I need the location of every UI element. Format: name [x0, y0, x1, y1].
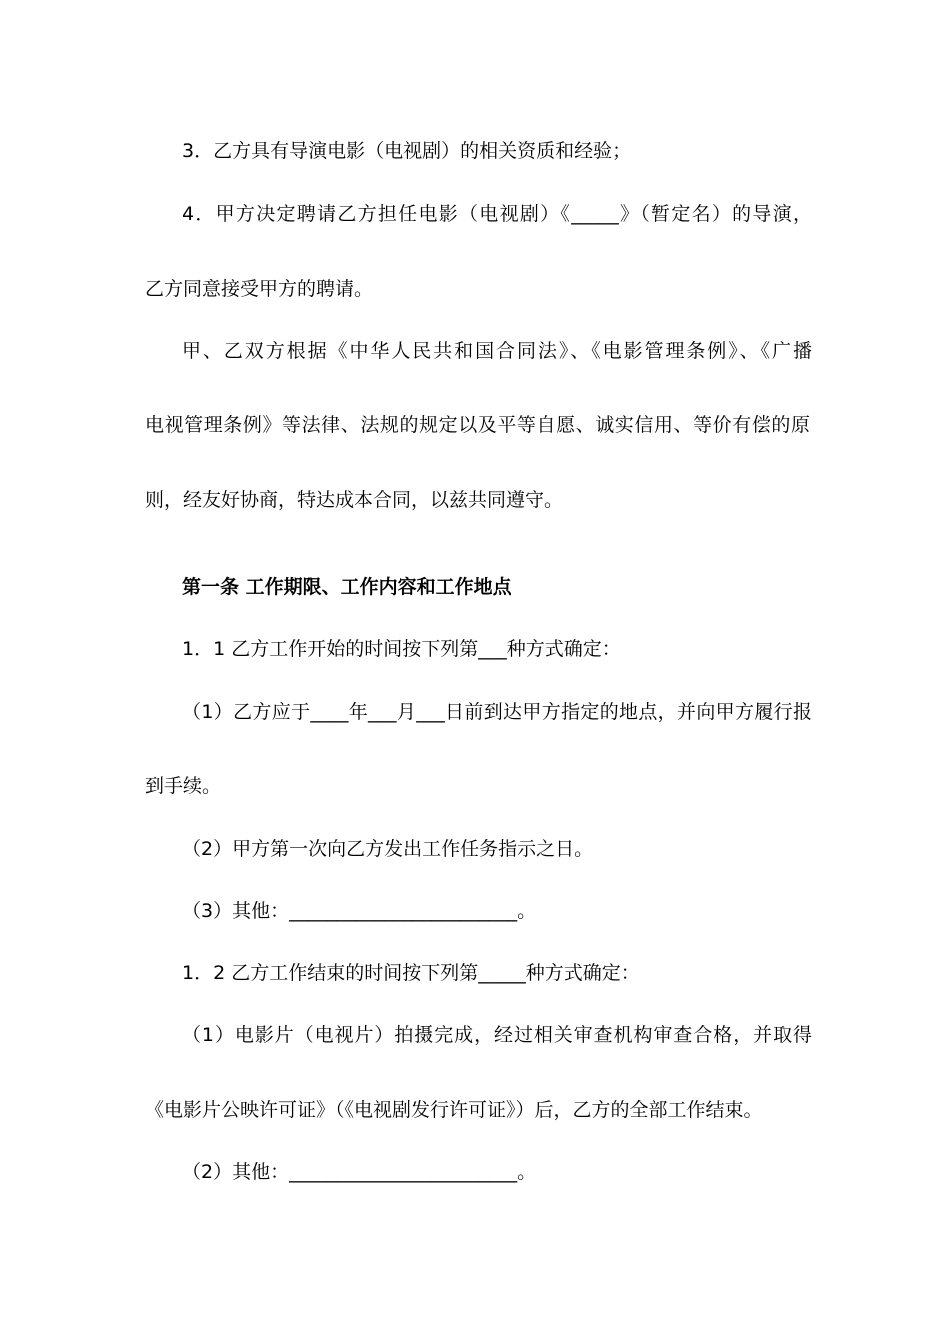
clause-3: 3．乙方具有导演电影（电视剧）的相关资质和经验；: [182, 140, 632, 162]
clause-1-2-option-1-line-1: （1）电影片（电视片）拍摄完成，经过相关审查机构审查合格，并取得: [182, 1024, 812, 1046]
clause-1-1-option-1-line-1: （1）乙方应于____年___月___日前到达甲方指定的地点，并向甲方履行报: [182, 701, 812, 723]
clause-4-line-1: 4．甲方决定聘请乙方担任电影（电视剧）《_____》（暂定名）的导演，: [182, 203, 812, 225]
clause-1-2-option-1-line-2: 《电影片公映许可证》（《电视剧发行许可证》）后，乙方的全部工作结束。: [145, 1099, 763, 1121]
clause-4-line-2: 乙方同意接受甲方的聘请。: [145, 278, 374, 300]
clause-1-2: 1．2 乙方工作结束的时间按下列第_____种方式确定：: [182, 962, 640, 984]
clause-1-1-option-3: （3）其他：________________________。: [182, 900, 537, 922]
article-1-heading: 第一条 工作期限、工作内容和工作地点: [182, 576, 512, 598]
preamble-line-1: 甲、乙双方根据《中华人民共和国合同法》、《电影管理条例》、《广播: [182, 340, 812, 362]
clause-1-2-option-2: （2）其他：________________________。: [182, 1161, 537, 1183]
preamble-line-2: 电视管理条例》等法律、法规的规定以及平等自愿、诚实信用、等价有偿的原: [145, 414, 810, 436]
preamble-line-3: 则，经友好协商，特达成本合同，以兹共同遵守。: [145, 489, 564, 511]
clause-1-1-option-2: （2）甲方第一次向乙方发出工作任务指示之日。: [182, 838, 594, 860]
clause-1-1-option-1-line-2: 到手续。: [145, 775, 222, 797]
clause-1-1: 1．1 乙方工作开始的时间按下列第___种方式确定：: [182, 638, 621, 660]
